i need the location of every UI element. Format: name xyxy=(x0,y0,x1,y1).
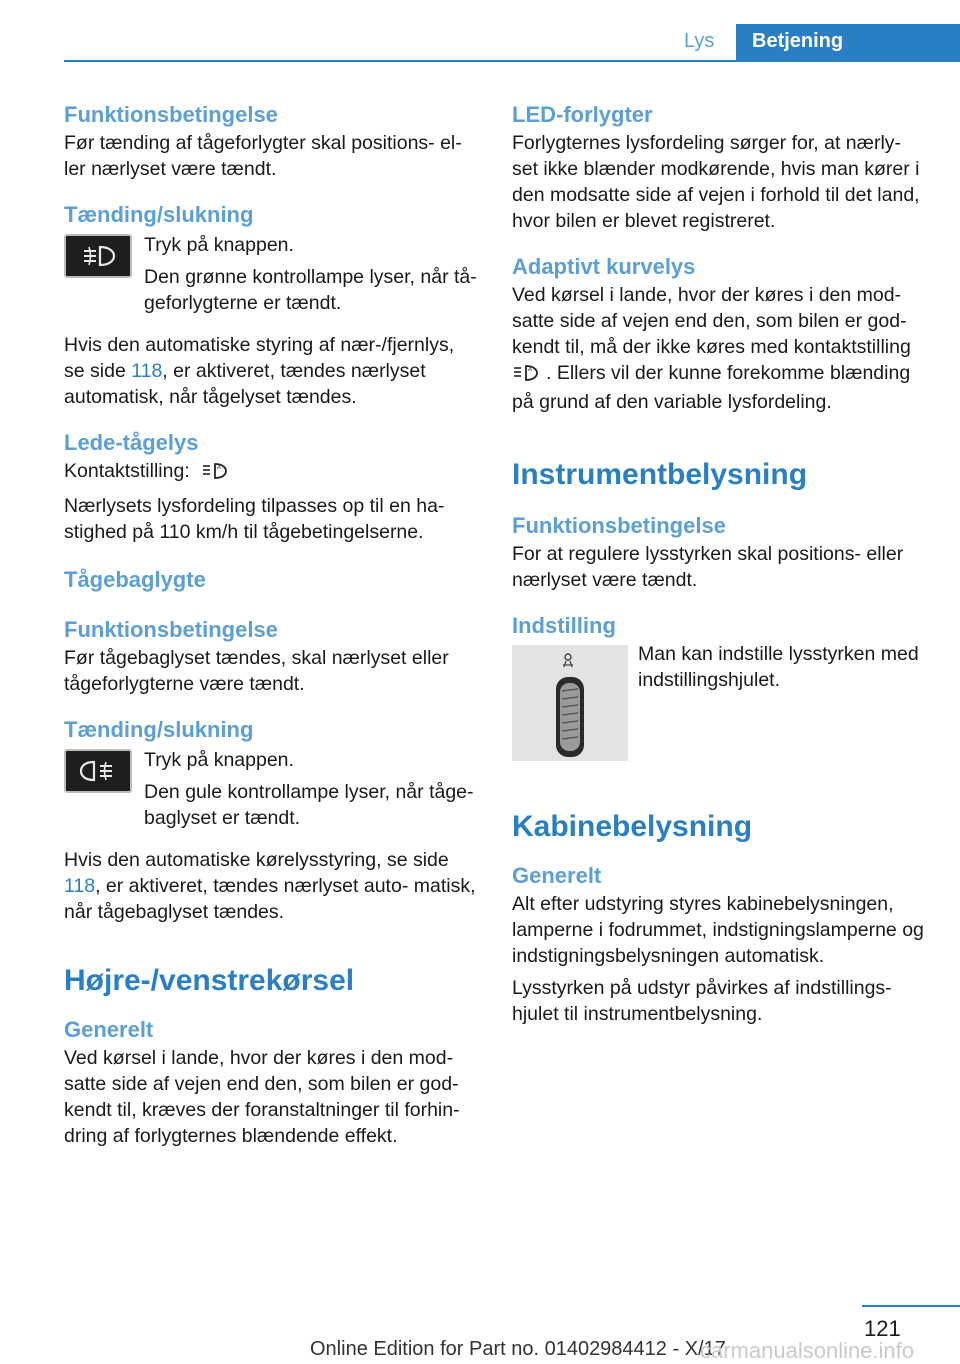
edition-text: Online Edition for Part no. 01402984412 - X/17 xyxy=(310,1338,726,1360)
page-link-118[interactable]: 118 xyxy=(131,360,163,382)
paragraph: Før tågebaglyset tændes, skal nærlyset eller tågeforlygterne være tændt. xyxy=(64,647,449,695)
heading-adaptivt-kurvelys: Adaptivt kurvelys xyxy=(512,254,696,279)
heading-kabinebelysning: Kabinebelysning xyxy=(512,810,753,843)
dimmer-wheel-icon xyxy=(512,645,628,761)
page-number: 121 xyxy=(864,1316,901,1341)
heading-led-forlygter: LED-forlygter xyxy=(512,102,653,127)
header-section[interactable]: Lys xyxy=(684,30,715,52)
paragraph-auto: Hvis den automatiske kørelysstyring, se side 118, er aktiveret, tændes nærlyset auto- matisk, når tågebaglyset tændes. xyxy=(64,849,476,923)
footer-rule xyxy=(862,1305,960,1307)
kontaktstilling-line: Kontaktstilling: A xyxy=(64,458,480,487)
svg-text:A: A xyxy=(217,465,222,471)
heading-indstilling: Indstilling xyxy=(512,613,616,638)
dimmer-wheel-figure xyxy=(512,645,932,761)
heading-funktionsbetingelse: Funktionsbetingelse xyxy=(512,513,726,538)
heading-generelt: Generelt xyxy=(512,863,602,888)
paragraph: Lysstyrken på udstyr påvirkes af indstillings- hjulet til instrumentbelysning. xyxy=(512,977,892,1025)
paragraph: Man kan indstille lysstyrken med indstillingshjulet. xyxy=(638,643,919,691)
press-instruction: Tryk på knappen. xyxy=(144,234,294,256)
press-instruction: Tryk på knappen. xyxy=(144,749,294,771)
headlight-auto-icon xyxy=(512,362,540,389)
paragraph: Ved kørsel i lande, hvor der køres i den mod- satte side af vejen end den, som bilen er god- kendt til, må der ikke køres med kontaktstilling A . Ellers vil der kunne forekomme blænding på grund af den variable lysfordeling. xyxy=(512,284,911,413)
page-link-118[interactable]: 118 xyxy=(64,875,96,897)
heading-funktionsbetingelse: Funktionsbetingelse xyxy=(64,102,278,127)
header-chapter-tab[interactable]: Betjening xyxy=(736,24,960,62)
heading-taending: Tænding/slukning xyxy=(64,202,254,227)
heading-lede-taagelys: Lede-tågelys xyxy=(64,430,199,455)
heading-hojre-venstrekorsel: Højre-/venstrekørsel xyxy=(64,964,355,997)
paragraph: Alt efter udstyring styres kabinebelysningen, lamperne i fodrummet, indstigningslamperne og indstigningsbelysningen automatisk. xyxy=(512,893,924,967)
heading-instrumentbelysning: Instrumentbelysning xyxy=(512,458,808,491)
yellow-lamp-text: Den gule kontrollampe lyser, når tåge- baglyset er tændt. xyxy=(144,781,474,829)
heading-generelt: Generelt xyxy=(64,1017,154,1042)
watermark: carmanualsonline.info xyxy=(700,1338,915,1363)
paragraph: Nærlysets lysfordeling tilpasses op til en ha- stighed på 110 km/h til tågebetingelserne. xyxy=(64,495,445,543)
fog-light-figure xyxy=(64,232,480,316)
paragraph-auto: Hvis den automatiske styring af nær-/fjernlys, se side 118, er aktiveret, tændes nærlyset automatisk, når tågelyset tændes. xyxy=(64,334,455,408)
rear-fog-figure xyxy=(64,747,480,831)
paragraph: Ved kørsel i lande, hvor der køres i den mod- satte side af vejen end den, som bilen er god- kendt til, kræves der foranstaltninger til forhin- dring af forlygternes blændende effekt. xyxy=(64,1047,460,1147)
paragraph: For at regulere lysstyrken skal positions- eller nærlyset være tændt. xyxy=(512,543,904,591)
left-column xyxy=(64,100,480,1149)
heading-taending: Tænding/slukning xyxy=(64,717,254,742)
paragraph: Forlygternes lysfordeling sørger for, at nærly- set ikke blænder modkørende, hvis man kører i den modsatte side af vejen i forhold til det land, hvor bilen er blevet registreret. xyxy=(512,132,920,232)
right-column xyxy=(512,100,932,1027)
svg-text:A: A xyxy=(528,367,533,373)
heading-funktionsbetingelse: Funktionsbetingelse xyxy=(64,617,278,642)
heading-taagebaglygte: Tågebaglygte xyxy=(64,567,206,592)
fog-light-button-icon xyxy=(64,234,132,278)
paragraph: Før tænding af tågeforlygter skal positions- el- ler nærlyset være tændt. xyxy=(64,132,462,180)
headlight-auto-icon xyxy=(201,460,229,487)
green-lamp-text: Den grønne kontrollampe lyser, når tå- geforlygterne er tændt. xyxy=(144,266,477,314)
rear-fog-button-icon xyxy=(64,749,132,793)
